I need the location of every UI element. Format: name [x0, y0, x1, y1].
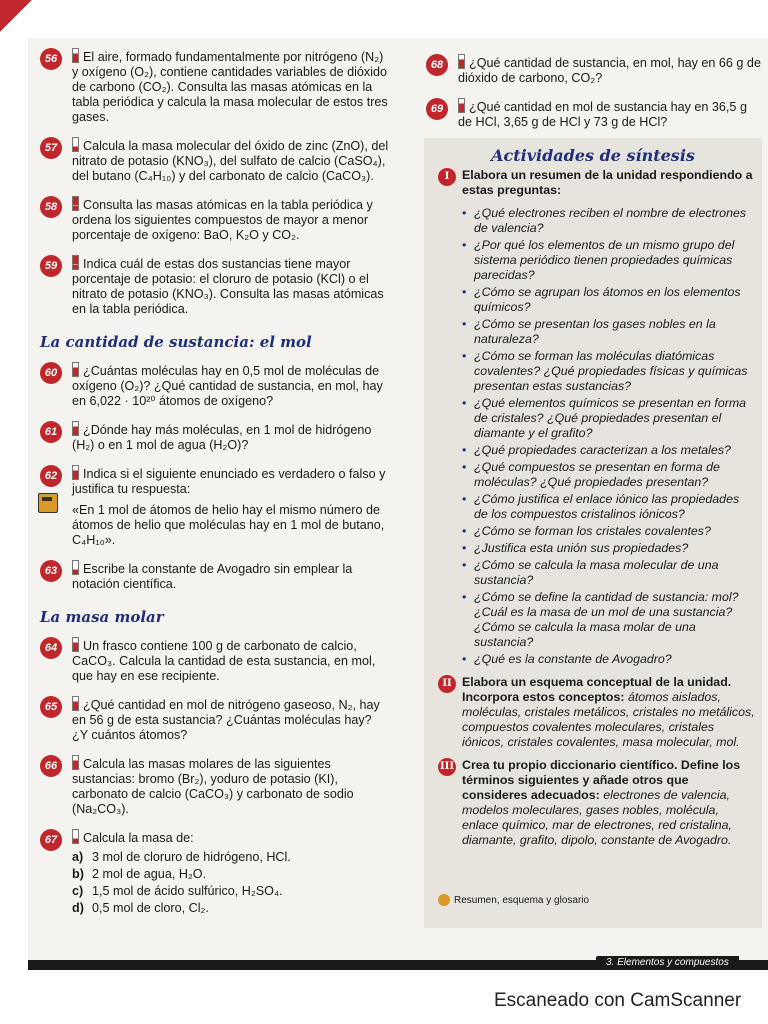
exercise-number: 61 [40, 421, 62, 443]
activity-text: Crea tu propio diccionario científico. Define los términos siguientes y añade otros que consideres adecuados: [462, 758, 741, 802]
list-item [72, 850, 390, 865]
exercise-number: 60 [40, 362, 62, 384]
list-item: • ¿Cómo se agrupan los átomos en los elementos químicos? [462, 285, 756, 315]
difficulty-icon [72, 560, 79, 575]
activity-number: II [438, 675, 456, 693]
exercise-61 [40, 421, 390, 453]
difficulty-icon [72, 362, 79, 377]
synthesis-title: Actividades de síntesis [491, 146, 695, 165]
scanner-watermark: Escaneado con CamScanner [494, 990, 742, 1011]
exercise-67 [40, 829, 390, 916]
synthesis-body [438, 168, 756, 856]
list-item: • ¿Qué compuestos se presentan en forma de moléculas? ¿Qué propiedades presentan? [462, 460, 756, 490]
summary-link-label: Resumen, esquema y glosario [454, 894, 590, 906]
exercise-number: 64 [40, 637, 62, 659]
list-item: • ¿Cómo se calcula la masa molecular de una sustancia? [462, 558, 756, 588]
exercise-number: 63 [40, 560, 62, 582]
exercise-64 [40, 637, 390, 684]
chapter-label: 3. Elementos y compuestos [596, 956, 739, 970]
difficulty-icon [72, 196, 79, 211]
synthesis-box [424, 138, 762, 928]
item-text: 1,5 mol de ácido sulfúrico, H₂SO₄. [92, 884, 283, 898]
left-column [40, 48, 390, 928]
exercise-60 [40, 362, 390, 409]
exercise-56 [40, 48, 390, 125]
list-item: • ¿Qué es la constante de Avogadro? [462, 652, 756, 667]
exercise-68 [426, 54, 762, 86]
exercise-text: Consulta las masas atómicas en la tabla periódica y ordena los siguientes compuestos de mayor a menor porcentaje de oxígeno: BaO, K₂O y CO₂. [72, 198, 373, 242]
list-item: • ¿Justifica esta unión sus propiedades? [462, 541, 756, 556]
right-column [426, 54, 762, 142]
exercise-number: 69 [426, 98, 448, 120]
exercise-65 [40, 696, 390, 743]
exercise-62 [40, 465, 390, 548]
download-icon [438, 894, 450, 906]
item-label: a) [72, 850, 84, 864]
section-title: La masa molar [40, 608, 164, 626]
exercise-text: Calcula la masa molecular del óxido de zinc (ZnO), del nitrato de potasio (KNO₃), del sulfato de calcio (CaSO₄), del butano (C₄H₁₀) y del carbonato de calcio (CaCO₃). [72, 139, 389, 183]
activity-text: Elabora un resumen de la unidad respondiendo a estas preguntas: [462, 168, 753, 197]
list-item [72, 884, 390, 899]
exercise-number: 68 [426, 54, 448, 76]
exercise-58 [40, 196, 390, 243]
exercise-text: ¿Cuántas moléculas hay en 0,5 mol de moléculas de oxígeno (O₂)? ¿Qué cantidad de sustancia, en mol, hay en 6,022 · 10²⁰ átomos de oxígeno? [72, 364, 383, 408]
exercise-text: El aire, formado fundamentalmente por nitrógeno (N₂) y oxígeno (O₂), contiene cantidades variables de dióxido de carbono (CO₂). Consulta las masas atómicas en la tabla periódica y calcula la masa molecular de estos tres gases. [72, 50, 388, 124]
exercise-text: ¿Qué cantidad de sustancia, en mol, hay en 66 g de dióxido de carbono, CO₂? [458, 56, 761, 85]
exercise-number: 57 [40, 137, 62, 159]
list-item: • ¿Cómo se forman las moléculas diatómicas covalentes? ¿Qué propiedades físicas y químicas presentan estas sustancias? [462, 349, 756, 394]
list-item: • ¿Qué propiedades caracterizan a los metales? [462, 443, 756, 458]
item-label: b) [72, 867, 84, 881]
exercise-number: 66 [40, 755, 62, 777]
activity-concepts: electrones de valencia, modelos moleculares, gases nobles, molécula, enlace químico, mar de electrones, red cristalina, diamante, grafito, dipolo, constante de Avogadro. [462, 788, 732, 847]
list-item: • ¿Cómo se forman los cristales covalentes? [462, 524, 756, 539]
exercise-text: ¿Qué cantidad en mol de nitrógeno gaseoso, N₂, hay en 56 g de esta sustancia? ¿Cuántas moléculas hay? ¿Y cuántos átomos? [72, 698, 380, 742]
exercise-number: 56 [40, 48, 62, 70]
activity-number: I [438, 168, 456, 186]
exercise-number: 67 [40, 829, 62, 851]
exercise-text: Calcula las masas molares de las siguientes sustancias: bromo (Br₂), yoduro de potasio (KI), carbonato de calcio (CaCO₃) y carbonato de sodio (Na₂CO₃). [72, 757, 354, 816]
difficulty-icon [72, 421, 79, 436]
list-item: • ¿Cómo se presentan los gases nobles en la naturaleza? [462, 317, 756, 347]
difficulty-icon [72, 696, 79, 711]
difficulty-icon [72, 637, 79, 652]
difficulty-icon [72, 829, 79, 844]
calculator-icon [38, 493, 58, 513]
page-corner-decoration [0, 0, 40, 40]
list-item: • ¿Cómo se define la cantidad de sustancia: mol? ¿Cuál es la masa de un mol de una sustancia? ¿Cómo se calcula la masa molar de una sustancia? [462, 590, 756, 650]
exercise-text: Escribe la constante de Avogadro sin emplear la notación científica. [72, 562, 353, 591]
synthesis-activity-ii [438, 675, 756, 750]
exercise-text: Indica si el siguiente enunciado es verdadero o falso y justifica tu respuesta: [72, 467, 386, 496]
list-item: • ¿Cómo justifica el enlace iónico las propiedades de los compuestos cristalinos iónicos? [462, 492, 756, 522]
difficulty-icon [458, 54, 465, 69]
exercise-text: Calcula la masa de: [83, 831, 194, 845]
synthesis-activity-i [438, 168, 756, 198]
exercise-text: Indica cuál de estas dos sustancias tiene mayor porcentaje de potasio: el cloruro de potasio (KCl) o el nitrato de potasio (KNO₃). Consulta las masas atómicas en la tabla periódica. [72, 257, 384, 316]
exercise-number: 58 [40, 196, 62, 218]
difficulty-icon [72, 755, 79, 770]
list-item: • ¿Por qué los elementos de un mismo grupo del sistema periódico tienen propiedades químicas parecidas? [462, 238, 756, 283]
item-label: d) [72, 901, 84, 915]
difficulty-icon [72, 137, 79, 152]
activity-number: III [438, 758, 456, 776]
activity-text: Elabora un esquema conceptual de la unidad. Incorpora estos conceptos: [462, 675, 732, 704]
difficulty-icon [72, 255, 79, 270]
item-text: 2 mol de agua, H₂O. [92, 867, 207, 881]
list-item [72, 867, 390, 882]
exercise-66 [40, 755, 390, 817]
difficulty-icon [458, 98, 465, 113]
exercise-quote: «En 1 mol de átomos de helio hay el mismo número de átomos de helio que moléculas hay en 1 mol de butano, C₄H₁₀». [72, 503, 385, 547]
list-item [72, 901, 390, 916]
exercise-number: 59 [40, 255, 62, 277]
synthesis-activity-iii [438, 758, 756, 848]
list-item: • ¿Qué elementos químicos se presentan en forma de cristales? ¿Qué propiedades presentan el diamante y el grafito? [462, 396, 756, 441]
exercise-57 [40, 137, 390, 184]
item-text: 0,5 mol de cloro, Cl₂. [92, 901, 209, 915]
exercise-63 [40, 560, 390, 592]
difficulty-icon [72, 48, 79, 63]
question-list [462, 206, 756, 667]
section-title: La cantidad de sustancia: el mol [40, 333, 312, 351]
exercise-number: 62 [40, 465, 62, 487]
exercise-text: Un frasco contiene 100 g de carbonato de calcio, CaCO₃. Calcula la cantidad de esta sustancia, en mol, que hay en ese recipiente. [72, 639, 376, 683]
exercise-69 [426, 98, 762, 130]
exercise-items [72, 850, 390, 916]
exercise-number: 65 [40, 696, 62, 718]
list-item: • ¿Qué electrones reciben el nombre de electrones de valencia? [462, 206, 756, 236]
exercise-text: ¿Dónde hay más moléculas, en 1 mol de hidrógeno (H₂) o en 1 mol de agua (H₂O)? [72, 423, 372, 452]
summary-link [438, 894, 589, 906]
item-label: c) [72, 884, 84, 898]
exercise-text: ¿Qué cantidad en mol de sustancia hay en 36,5 g de HCl, 3,65 g de HCl y 73 g de HCl? [458, 100, 747, 129]
exercise-59 [40, 255, 390, 317]
item-text: 3 mol de cloruro de hidrógeno, HCl. [92, 850, 291, 864]
activity-concepts: átomos aislados, moléculas, cristales metálicos, cristales no metálicos, compuestos covalentes moleculares, cristales iónicos, cristales covalentes, masa molecular, mol. [462, 690, 755, 749]
difficulty-icon [72, 465, 79, 480]
